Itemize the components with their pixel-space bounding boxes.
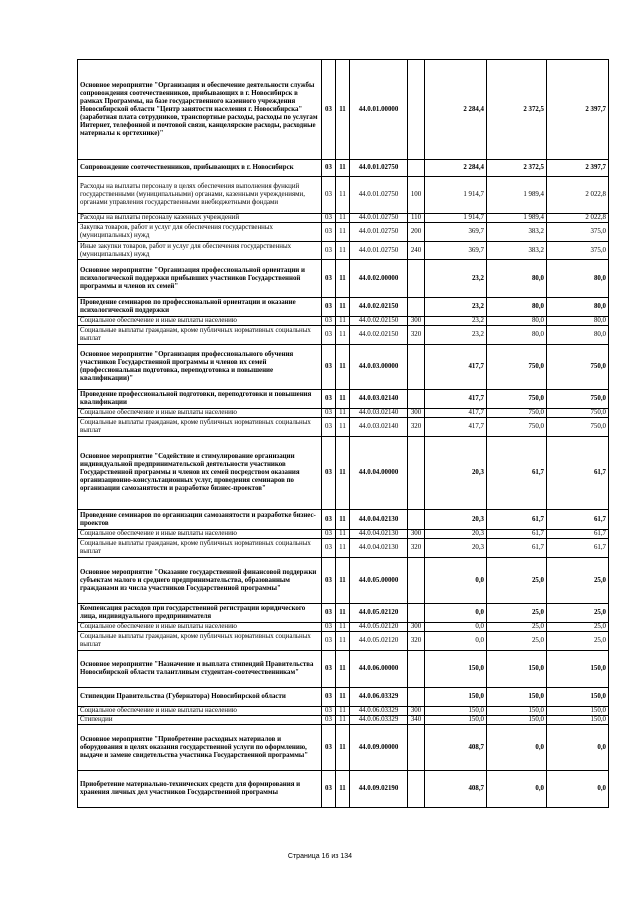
section-code-cell: 03 — [322, 260, 336, 298]
item-name-cell: Основное мероприятие "Приобретение расходных материалов и оборудования в целях оказания государственной услуги по оформлению, выдаче и замене свидетельства участника Государственной программы" — [78, 725, 322, 771]
target-article-cell: 44.0.05.00000 — [350, 558, 408, 604]
page-footer: Страница 16 из 134 — [287, 853, 353, 860]
amount-year-2-cell: 2 372,5 — [487, 160, 547, 177]
expense-type-cell — [408, 298, 425, 317]
amount-year-3-cell: 0,0 — [547, 725, 609, 771]
amount-year-1-cell: 20,3 — [425, 539, 487, 558]
table-row — [78, 345, 609, 390]
amount-year-2-cell: 150,0 — [487, 688, 547, 707]
amount-year-3-cell: 80,0 — [547, 326, 609, 345]
amount-year-2-cell: 0,0 — [487, 725, 547, 771]
subsection-code-cell: 11 — [336, 688, 350, 707]
target-article-cell: 44.0.01.02750 — [350, 242, 408, 260]
amount-year-3-cell: 80,0 — [547, 298, 609, 317]
amount-year-3-cell: 25,0 — [547, 632, 609, 651]
subsection-code-cell: 11 — [336, 771, 350, 808]
subsection-code-cell: 11 — [336, 160, 350, 177]
section-code-cell: 03 — [322, 418, 336, 437]
amount-year-3-cell: 750,0 — [547, 390, 609, 409]
target-article-cell: 44.0.04.02130 — [350, 539, 408, 558]
section-code-cell: 03 — [322, 688, 336, 707]
section-code-cell: 03 — [322, 317, 336, 326]
target-article-cell: 44.0.01.02750 — [350, 214, 408, 223]
subsection-code-cell: 11 — [336, 558, 350, 604]
item-name-cell: Социальные выплаты гражданам, кроме публичных нормативных социальных выплат — [78, 632, 322, 651]
subsection-code-cell: 11 — [336, 632, 350, 651]
table-row — [78, 651, 609, 688]
item-name-cell: Основное мероприятие "Назначение и выплата стипендий Правительства Новосибирской области талантливым студентам-соотечественникам" — [78, 651, 322, 688]
subsection-code-cell: 11 — [336, 623, 350, 632]
target-article-cell: 44.0.01.02750 — [350, 160, 408, 177]
section-code-cell: 03 — [322, 651, 336, 688]
expense-type-cell: 240 — [408, 242, 425, 260]
amount-year-1-cell: 408,7 — [425, 725, 487, 771]
amount-year-3-cell: 25,0 — [547, 604, 609, 623]
amount-year-1-cell: 2 284,4 — [425, 160, 487, 177]
section-code-cell: 03 — [322, 214, 336, 223]
table-row — [78, 688, 609, 707]
section-code-cell: 03 — [322, 160, 336, 177]
item-name-cell: Социальные выплаты гражданам, кроме публичных нормативных социальных выплат — [78, 326, 322, 345]
amount-year-2-cell: 80,0 — [487, 298, 547, 317]
amount-year-2-cell: 750,0 — [487, 390, 547, 409]
amount-year-1-cell: 23,2 — [425, 326, 487, 345]
target-article-cell: 44.0.05.02120 — [350, 623, 408, 632]
table-row — [78, 298, 609, 317]
expense-type-cell: 320 — [408, 418, 425, 437]
amount-year-2-cell: 750,0 — [487, 409, 547, 418]
section-code-cell: 03 — [322, 177, 336, 214]
amount-year-1-cell: 23,2 — [425, 260, 487, 298]
amount-year-3-cell: 61,7 — [547, 510, 609, 530]
table-row — [78, 539, 609, 558]
target-article-cell: 44.0.05.02120 — [350, 604, 408, 623]
amount-year-3-cell: 2 022,8 — [547, 214, 609, 223]
subsection-code-cell: 11 — [336, 317, 350, 326]
item-name-cell: Расходы на выплаты персоналу в целях обеспечения выполнения функций государственными (муниципальными) органами, казенными учреждениями, органами управления государственными внебюджетными фондами — [78, 177, 322, 214]
amount-year-3-cell: 750,0 — [547, 409, 609, 418]
amount-year-2-cell: 383,2 — [487, 223, 547, 242]
section-code-cell: 03 — [322, 437, 336, 510]
expense-type-cell: 340 — [408, 716, 425, 725]
item-name-cell: Основное мероприятие "Организация и обеспечение деятельности службы сопровождения соотечественников, прибывающих в г. Новосибирск в рамках Программы, на базе государственного казенного учреждения Новосибирской области "Центр занятости населения г. Новосибирска" (заработная плата сотрудников, транспортные расходы, расходы по услугам Интернет, телефонной и почтовой связи, канцелярские расходы, расходные материалы к оргтехнике)" — [78, 60, 322, 160]
table-row — [78, 390, 609, 409]
amount-year-2-cell: 25,0 — [487, 604, 547, 623]
subsection-code-cell: 11 — [336, 409, 350, 418]
budget-table — [77, 59, 609, 808]
amount-year-2-cell: 750,0 — [487, 345, 547, 390]
section-code-cell: 03 — [322, 409, 336, 418]
amount-year-3-cell: 61,7 — [547, 437, 609, 510]
amount-year-1-cell: 23,2 — [425, 317, 487, 326]
amount-year-3-cell: 150,0 — [547, 688, 609, 707]
expense-type-cell — [408, 160, 425, 177]
amount-year-3-cell: 61,7 — [547, 530, 609, 539]
expense-type-cell — [408, 437, 425, 510]
amount-year-3-cell: 25,0 — [547, 623, 609, 632]
amount-year-2-cell: 25,0 — [487, 623, 547, 632]
subsection-code-cell: 11 — [336, 298, 350, 317]
target-article-cell: 44.0.02.02150 — [350, 326, 408, 345]
expense-type-cell: 200 — [408, 223, 425, 242]
amount-year-3-cell: 25,0 — [547, 558, 609, 604]
table-row — [78, 530, 609, 539]
target-article-cell: 44.0.02.00000 — [350, 260, 408, 298]
expense-type-cell — [408, 725, 425, 771]
subsection-code-cell: 11 — [336, 530, 350, 539]
amount-year-3-cell: 150,0 — [547, 707, 609, 716]
amount-year-3-cell: 80,0 — [547, 260, 609, 298]
subsection-code-cell: 11 — [336, 223, 350, 242]
amount-year-3-cell: 61,7 — [547, 539, 609, 558]
target-article-cell: 44.0.02.02150 — [350, 298, 408, 317]
amount-year-1-cell: 369,7 — [425, 242, 487, 260]
item-name-cell: Основное мероприятие "Содействие и стимулирование организации индивидуальной предпринимательской деятельности участников Государственной программы и членов их семей посредством оказания организационно-консультационных услуг, проведения семинаров по организации самозанятости и разработке бизнес-проектов" — [78, 437, 322, 510]
section-code-cell: 03 — [322, 326, 336, 345]
amount-year-2-cell: 80,0 — [487, 326, 547, 345]
expense-type-cell — [408, 260, 425, 298]
amount-year-3-cell: 750,0 — [547, 418, 609, 437]
target-article-cell: 44.0.03.02140 — [350, 418, 408, 437]
table-row — [78, 177, 609, 214]
section-code-cell: 03 — [322, 604, 336, 623]
table-row — [78, 223, 609, 242]
section-code-cell: 03 — [322, 623, 336, 632]
expense-type-cell — [408, 558, 425, 604]
amount-year-1-cell: 20,3 — [425, 437, 487, 510]
amount-year-3-cell: 2 397,7 — [547, 160, 609, 177]
item-name-cell: Социальное обеспечение и иные выплаты населению — [78, 707, 322, 716]
section-code-cell: 03 — [322, 716, 336, 725]
subsection-code-cell: 11 — [336, 510, 350, 530]
section-code-cell: 03 — [322, 223, 336, 242]
subsection-code-cell: 11 — [336, 345, 350, 390]
amount-year-1-cell: 150,0 — [425, 716, 487, 725]
item-name-cell: Основное мероприятие "Оказание государственной финансовой поддержки субъектам малого и среднего предпринимательства, образованным гражданами из числа участников Государственной программы" — [78, 558, 322, 604]
item-name-cell: Сопровождение соотечественников, прибывающих в г. Новосибирск — [78, 160, 322, 177]
amount-year-1-cell: 150,0 — [425, 688, 487, 707]
section-code-cell: 03 — [322, 298, 336, 317]
amount-year-2-cell: 750,0 — [487, 418, 547, 437]
amount-year-1-cell: 150,0 — [425, 651, 487, 688]
table-row — [78, 326, 609, 345]
item-name-cell: Основное мероприятие "Организация профессиональной ориентации и психологической поддержки прибывших участников Государственной программы и членов их семей" — [78, 260, 322, 298]
amount-year-3-cell: 375,0 — [547, 242, 609, 260]
amount-year-1-cell: 0,0 — [425, 604, 487, 623]
table-row — [78, 437, 609, 510]
section-code-cell: 03 — [322, 242, 336, 260]
expense-type-cell: 320 — [408, 632, 425, 651]
amount-year-3-cell: 2 022,8 — [547, 177, 609, 214]
amount-year-2-cell: 2 372,5 — [487, 60, 547, 160]
section-code-cell: 03 — [322, 345, 336, 390]
target-article-cell: 44.0.01.02750 — [350, 223, 408, 242]
amount-year-2-cell: 150,0 — [487, 716, 547, 725]
target-article-cell: 44.0.06.00000 — [350, 651, 408, 688]
table-row — [78, 558, 609, 604]
target-article-cell: 44.0.04.02130 — [350, 510, 408, 530]
section-code-cell: 03 — [322, 771, 336, 808]
amount-year-1-cell: 408,7 — [425, 771, 487, 808]
target-article-cell: 44.0.03.00000 — [350, 345, 408, 390]
subsection-code-cell: 11 — [336, 326, 350, 345]
expense-type-cell — [408, 390, 425, 409]
item-name-cell: Расходы на выплаты персоналу казенных учреждений — [78, 214, 322, 223]
table-row — [78, 725, 609, 771]
subsection-code-cell: 11 — [336, 539, 350, 558]
item-name-cell: Социальное обеспечение и иные выплаты населению — [78, 317, 322, 326]
amount-year-3-cell: 2 397,7 — [547, 60, 609, 160]
table-row — [78, 409, 609, 418]
amount-year-1-cell: 150,0 — [425, 707, 487, 716]
target-article-cell: 44.0.06.03329 — [350, 716, 408, 725]
section-code-cell: 03 — [322, 530, 336, 539]
amount-year-2-cell: 61,7 — [487, 539, 547, 558]
amount-year-3-cell: 80,0 — [547, 317, 609, 326]
subsection-code-cell: 11 — [336, 418, 350, 437]
item-name-cell: Компенсация расходов при государственной регистрации юридического лица, индивидуального предпринимателя — [78, 604, 322, 623]
table-row — [78, 317, 609, 326]
amount-year-2-cell: 80,0 — [487, 260, 547, 298]
subsection-code-cell: 11 — [336, 707, 350, 716]
table-row — [78, 214, 609, 223]
table-row — [78, 604, 609, 623]
subsection-code-cell: 11 — [336, 651, 350, 688]
amount-year-3-cell: 0,0 — [547, 771, 609, 808]
amount-year-1-cell: 0,0 — [425, 623, 487, 632]
amount-year-2-cell: 150,0 — [487, 651, 547, 688]
item-name-cell: Приобретение материально-технических средств для формирования и хранения личных дел участников Государственной программы — [78, 771, 322, 808]
amount-year-1-cell: 1 914,7 — [425, 177, 487, 214]
subsection-code-cell: 11 — [336, 716, 350, 725]
amount-year-1-cell: 1 914,7 — [425, 214, 487, 223]
section-code-cell: 03 — [322, 510, 336, 530]
item-name-cell: Проведение семинаров по профессиональной ориентации и оказание психологической поддержки — [78, 298, 322, 317]
expense-type-cell: 300 — [408, 623, 425, 632]
amount-year-2-cell: 1 989,4 — [487, 177, 547, 214]
amount-year-1-cell: 417,7 — [425, 418, 487, 437]
subsection-code-cell: 11 — [336, 437, 350, 510]
amount-year-1-cell: 20,3 — [425, 510, 487, 530]
amount-year-1-cell: 417,7 — [425, 345, 487, 390]
item-name-cell: Социальные выплаты гражданам, кроме публичных нормативных социальных выплат — [78, 539, 322, 558]
target-article-cell: 44.0.03.02140 — [350, 409, 408, 418]
table-row — [78, 707, 609, 716]
subsection-code-cell: 11 — [336, 725, 350, 771]
section-code-cell: 03 — [322, 390, 336, 409]
item-name-cell: Социальные выплаты гражданам, кроме публичных нормативных социальных выплат — [78, 418, 322, 437]
table-row — [78, 771, 609, 808]
expense-type-cell: 300 — [408, 409, 425, 418]
amount-year-2-cell: 0,0 — [487, 771, 547, 808]
expense-type-cell: 300 — [408, 707, 425, 716]
section-code-cell: 03 — [322, 558, 336, 604]
target-article-cell: 44.0.02.02150 — [350, 317, 408, 326]
amount-year-2-cell: 150,0 — [487, 707, 547, 716]
amount-year-2-cell: 80,0 — [487, 317, 547, 326]
expense-type-cell: 300 — [408, 317, 425, 326]
item-name-cell: Проведение профессиональной подготовки, переподготовки и повышения квалификации — [78, 390, 322, 409]
subsection-code-cell: 11 — [336, 604, 350, 623]
section-code-cell: 03 — [322, 725, 336, 771]
amount-year-2-cell: 1 989,4 — [487, 214, 547, 223]
table-row — [78, 632, 609, 651]
amount-year-3-cell: 375,0 — [547, 223, 609, 242]
item-name-cell: Социальное обеспечение и иные выплаты населению — [78, 623, 322, 632]
amount-year-3-cell: 150,0 — [547, 651, 609, 688]
item-name-cell: Стипендии Правительства (Губернатора) Новосибирской области — [78, 688, 322, 707]
expense-type-cell — [408, 771, 425, 808]
section-code-cell: 03 — [322, 60, 336, 160]
amount-year-2-cell: 61,7 — [487, 530, 547, 539]
expense-type-cell: 300 — [408, 530, 425, 539]
target-article-cell: 44.0.03.02140 — [350, 390, 408, 409]
amount-year-1-cell: 0,0 — [425, 632, 487, 651]
amount-year-1-cell: 417,7 — [425, 390, 487, 409]
table-row — [78, 510, 609, 530]
subsection-code-cell: 11 — [336, 242, 350, 260]
item-name-cell: Иные закупки товаров, работ и услуг для обеспечения государственных (муниципальных) нужд — [78, 242, 322, 260]
amount-year-1-cell: 23,2 — [425, 298, 487, 317]
target-article-cell: 44.0.06.03329 — [350, 707, 408, 716]
amount-year-3-cell: 750,0 — [547, 345, 609, 390]
item-name-cell: Закупка товаров, работ и услуг для обеспечения государственных (муниципальных) нужд — [78, 223, 322, 242]
target-article-cell: 44.0.04.02130 — [350, 530, 408, 539]
table-row — [78, 418, 609, 437]
subsection-code-cell: 11 — [336, 60, 350, 160]
expense-type-cell: 110 — [408, 214, 425, 223]
expense-type-cell — [408, 604, 425, 623]
target-article-cell: 44.0.01.02750 — [350, 177, 408, 214]
subsection-code-cell: 11 — [336, 177, 350, 214]
amount-year-1-cell: 2 284,4 — [425, 60, 487, 160]
amount-year-2-cell: 25,0 — [487, 558, 547, 604]
expense-type-cell: 320 — [408, 539, 425, 558]
item-name-cell: Социальное обеспечение и иные выплаты населению — [78, 409, 322, 418]
expense-type-cell — [408, 651, 425, 688]
section-code-cell: 03 — [322, 539, 336, 558]
section-code-cell: 03 — [322, 707, 336, 716]
expense-type-cell — [408, 510, 425, 530]
subsection-code-cell: 11 — [336, 390, 350, 409]
subsection-code-cell: 11 — [336, 214, 350, 223]
expense-type-cell — [408, 345, 425, 390]
target-article-cell: 44.0.09.00000 — [350, 725, 408, 771]
target-article-cell: 44.0.04.00000 — [350, 437, 408, 510]
amount-year-2-cell: 25,0 — [487, 632, 547, 651]
amount-year-1-cell: 0,0 — [425, 558, 487, 604]
section-code-cell: 03 — [322, 632, 336, 651]
amount-year-1-cell: 369,7 — [425, 223, 487, 242]
table-row — [78, 242, 609, 260]
item-name-cell: Основное мероприятие "Организация профессионального обучения участников Государственной программы и членов их семей (профессиональная подготовка, переподготовка и повышение квалификации)" — [78, 345, 322, 390]
table-row — [78, 716, 609, 725]
table-row — [78, 160, 609, 177]
expense-type-cell — [408, 60, 425, 160]
amount-year-2-cell: 383,2 — [487, 242, 547, 260]
table-row — [78, 623, 609, 632]
target-article-cell: 44.0.06.03329 — [350, 688, 408, 707]
item-name-cell: Проведение семинаров по организации самозанятости и разработке бизнес-проектов — [78, 510, 322, 530]
table-row — [78, 260, 609, 298]
amount-year-1-cell: 20,3 — [425, 530, 487, 539]
amount-year-3-cell: 150,0 — [547, 716, 609, 725]
expense-type-cell: 100 — [408, 177, 425, 214]
amount-year-2-cell: 61,7 — [487, 510, 547, 530]
subsection-code-cell: 11 — [336, 260, 350, 298]
item-name-cell: Социальное обеспечение и иные выплаты населению — [78, 530, 322, 539]
target-article-cell: 44.0.05.02120 — [350, 632, 408, 651]
target-article-cell: 44.0.01.00000 — [350, 60, 408, 160]
item-name-cell: Стипендии — [78, 716, 322, 725]
target-article-cell: 44.0.09.02190 — [350, 771, 408, 808]
expense-type-cell — [408, 688, 425, 707]
expense-type-cell: 320 — [408, 326, 425, 345]
amount-year-1-cell: 417,7 — [425, 409, 487, 418]
table-row — [78, 60, 609, 160]
amount-year-2-cell: 61,7 — [487, 437, 547, 510]
